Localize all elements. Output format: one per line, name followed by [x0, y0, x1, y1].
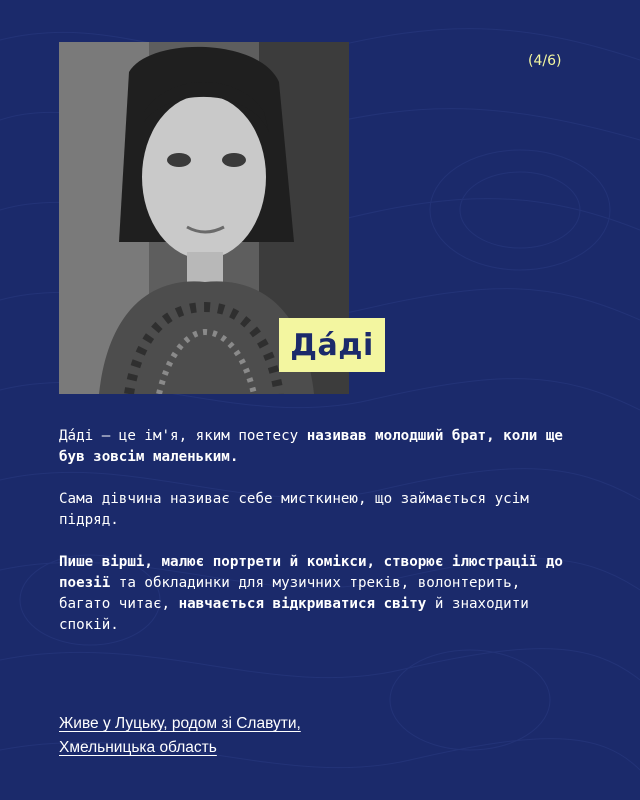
bio-p1-segment-0: Да́ді – це ім'я, яким поетесу: [59, 428, 307, 444]
bio-p3-segment-0: Пише вірші, малює портрети й комікси, створює ілюстрації до поезії: [59, 554, 563, 591]
bio-p3-segment-1: та обкладинки для музичних треків, волонтерить, багато читає,: [59, 575, 521, 612]
bio-p3-segment-3: й знаходити спокій.: [59, 596, 529, 633]
bio-p1-segment-1: називав молодший брат, коли ще був зовсім маленьким.: [59, 428, 563, 465]
bio-paragraph-2: [59, 489, 579, 531]
location-line-1: Живе у Луцьку, родом зі Славути,: [59, 715, 301, 732]
location-link[interactable]: [59, 712, 399, 760]
page-counter: (4/6): [528, 53, 562, 69]
bio-p2-segment-0: Сама дівчина називає себе мисткинею, що займається усім підряд.: [59, 491, 529, 528]
bio-paragraph-3: [59, 552, 579, 636]
location-line-2: Хмельницька область: [59, 739, 217, 756]
bio-paragraph-1: [59, 426, 579, 468]
name-badge: Да́ді: [279, 318, 385, 372]
bio-p3-segment-2: навчається відкриватися світу: [178, 596, 427, 612]
bio-text: [59, 426, 579, 657]
